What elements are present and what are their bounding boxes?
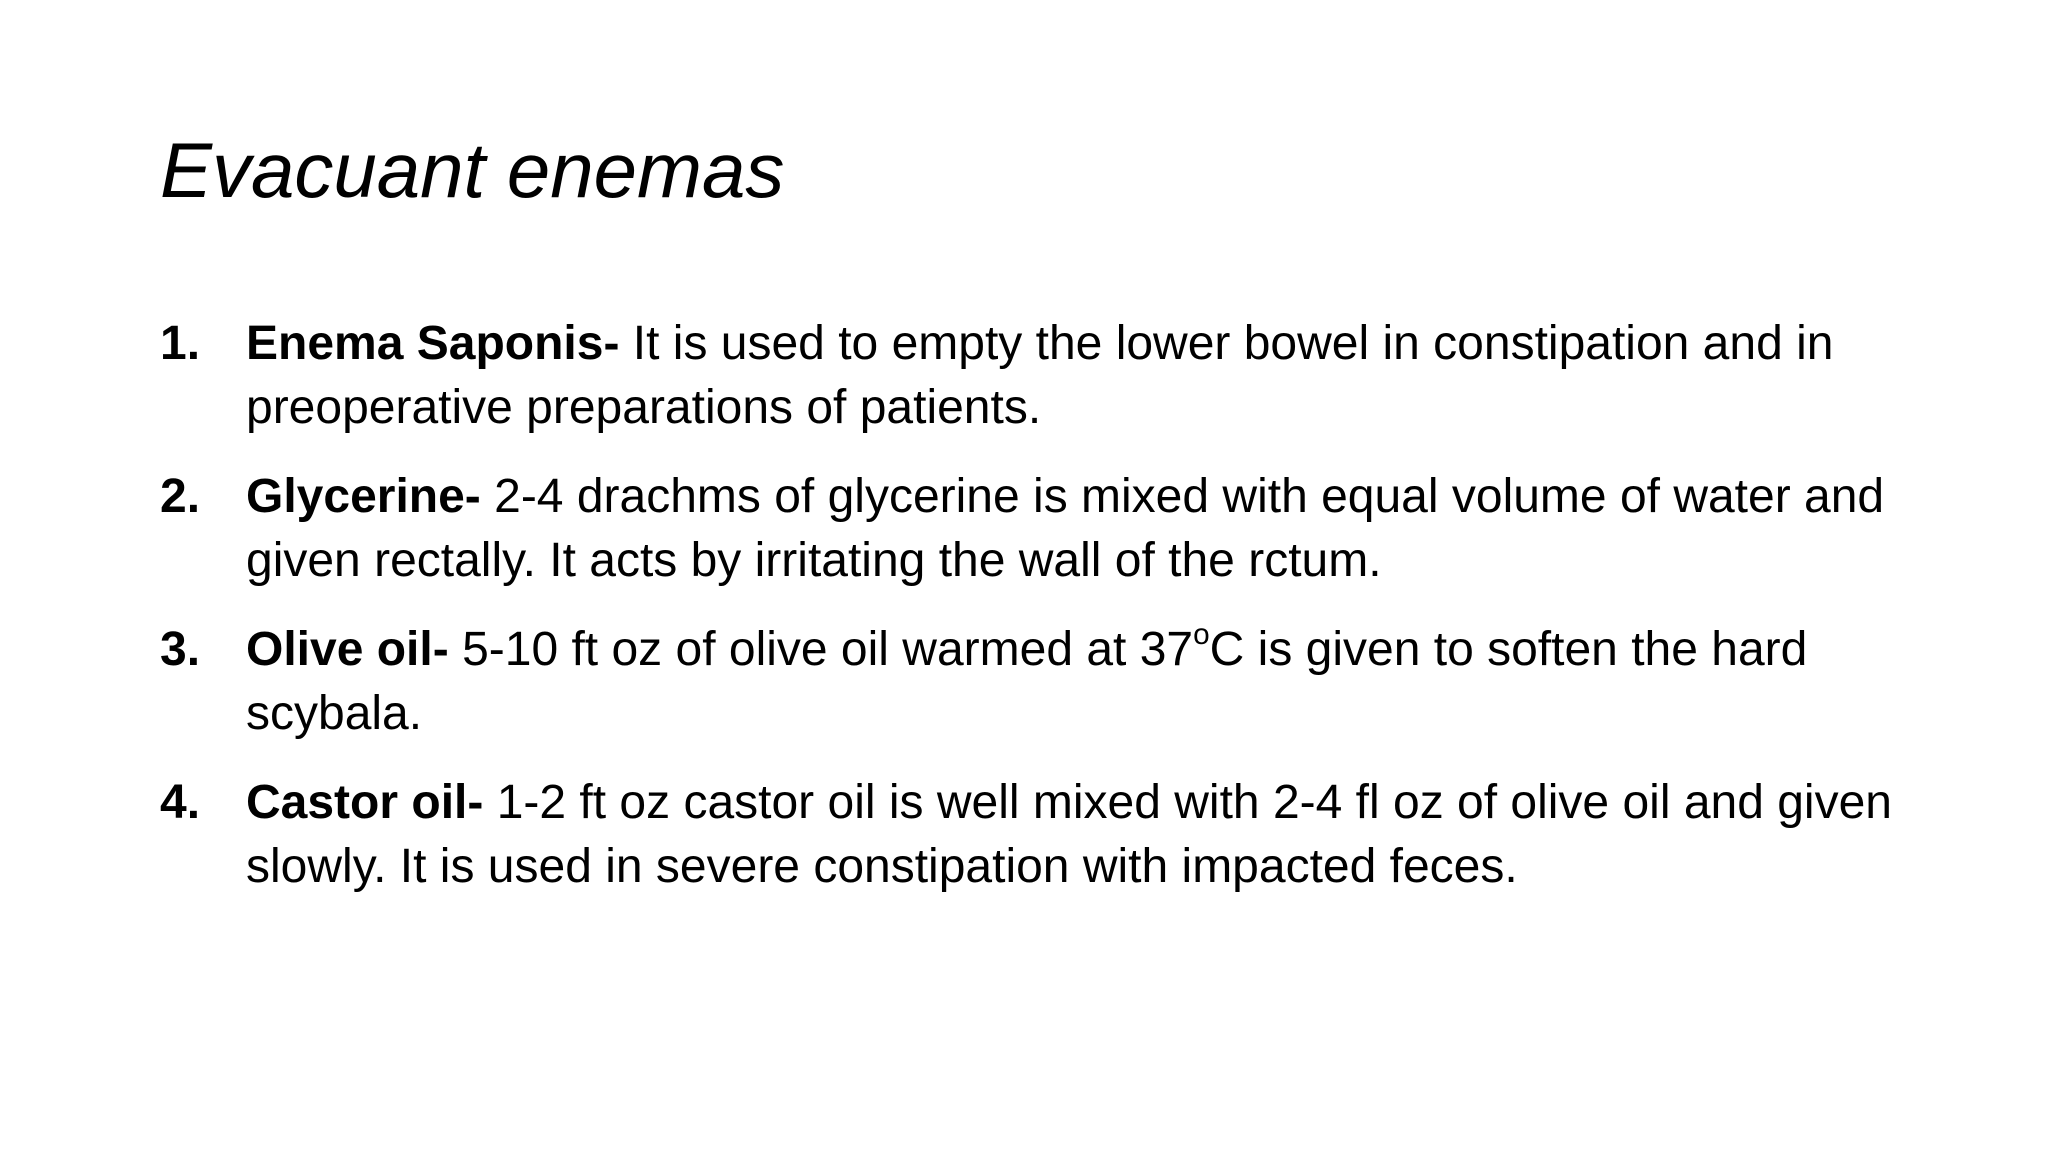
slide-title: Evacuant enemas <box>160 126 785 214</box>
item-description: It is used to empty the lower bowel in constipation and in preoperative preparations of patients. <box>246 317 1834 434</box>
list-item-olive-oil <box>160 618 1920 746</box>
item-description <box>246 617 1808 740</box>
item-number: 3. <box>160 623 201 676</box>
enema-list <box>160 312 1920 924</box>
item-description: 2-4 drachms of glycerine is mixed with equal volume of water and given rectally. It acts by irritating the wall of the rctum. <box>246 470 1885 587</box>
item-description-after-superscript: C is given to soften the hard scybala. <box>246 623 1808 740</box>
item-description: 1-2 ft oz castor oil is well mixed with 2-4 fl oz of olive oil and given slowly. It is used in severe constipation with impacted feces. <box>246 776 1892 893</box>
item-term: Glycerine- <box>246 470 481 523</box>
item-number: 4. <box>160 776 201 829</box>
list-item-glycerine <box>160 465 1920 593</box>
item-term: Castor oil- <box>246 776 484 829</box>
item-number: 1. <box>160 317 201 370</box>
degree-superscript: o <box>1193 617 1210 651</box>
item-number: 2. <box>160 470 201 523</box>
item-term: Olive oil- <box>246 623 449 676</box>
item-description-before-superscript: 5-10 ft oz of olive oil warmed at 37 <box>462 623 1194 676</box>
item-term: Enema Saponis- <box>246 317 620 370</box>
list-item-enema-saponis <box>160 312 1920 440</box>
list-item-castor-oil <box>160 771 1920 899</box>
